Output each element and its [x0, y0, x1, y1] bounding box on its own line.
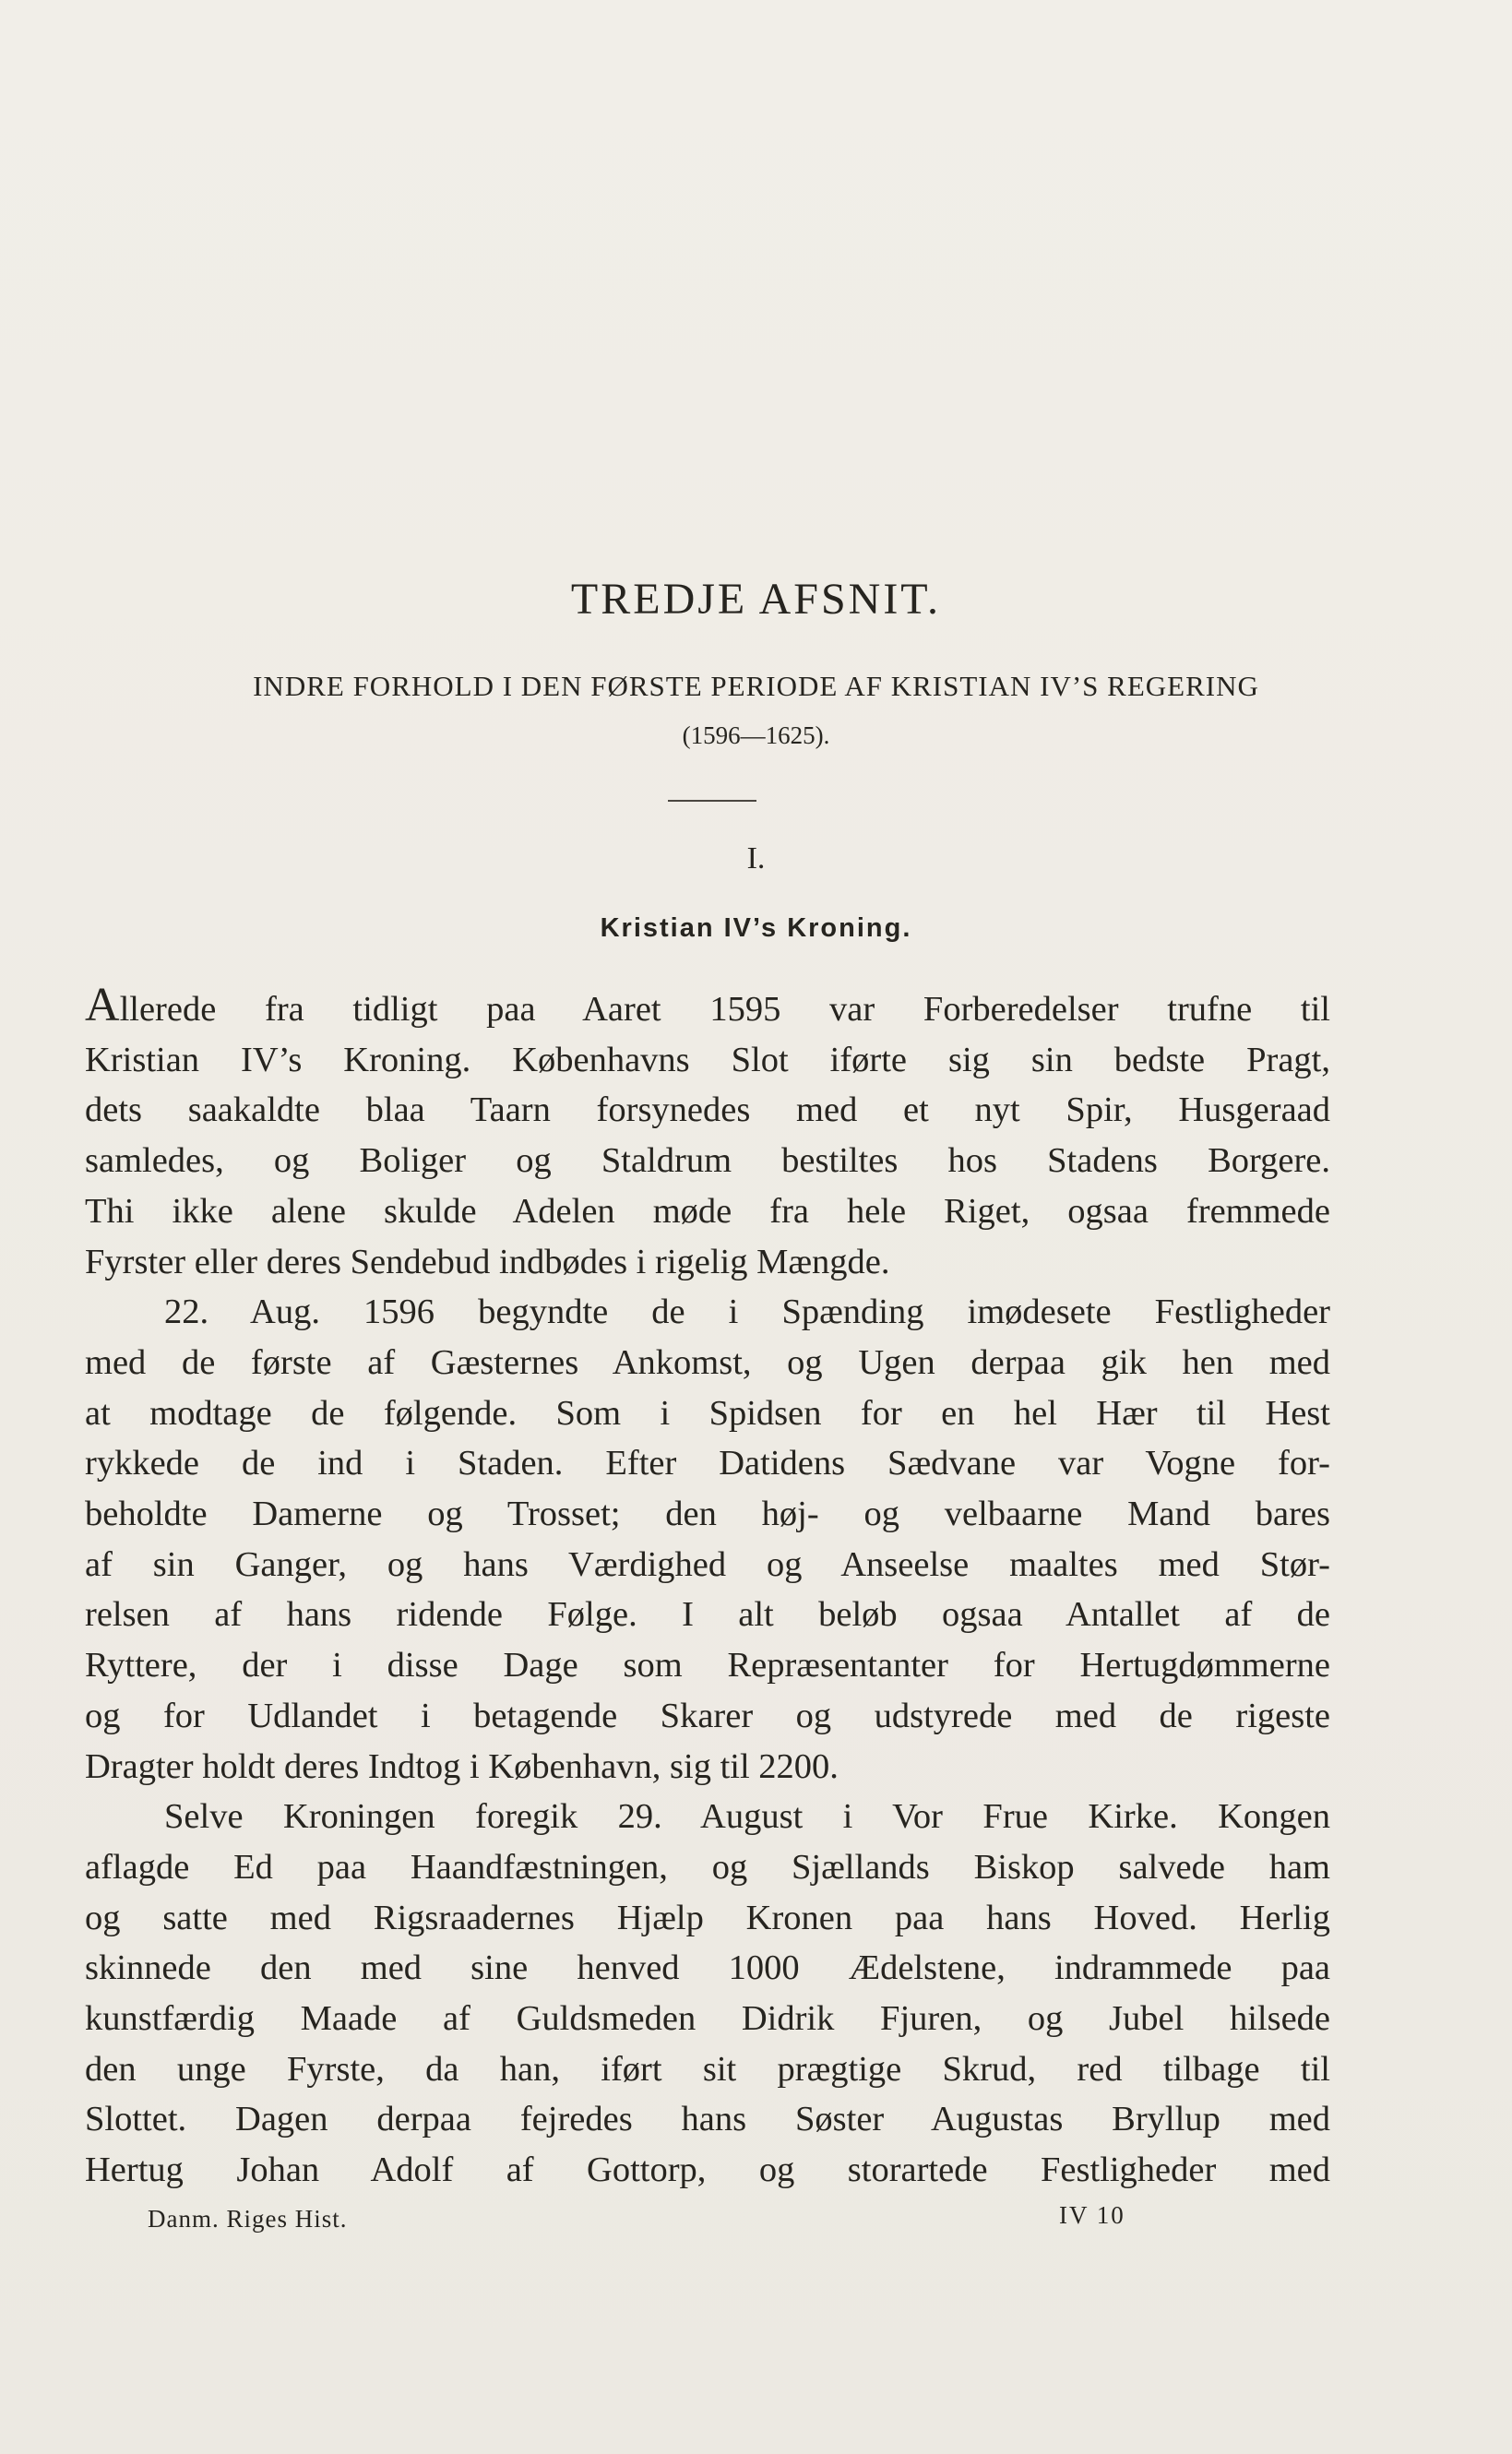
- body-line: Selve Kroningen foregik 29. August i Vor Frue Kirke. Kongen: [164, 1797, 1330, 1837]
- body-line: dets saakaldte blaa Taarn forsynedes med et nyt Spir, Husgeraad: [85, 1090, 1330, 1130]
- body-line: den unge Fyrste, da han, iført sit prægtige Skrud, red tilbage til: [85, 2049, 1330, 2089]
- drop-cap: A: [85, 979, 120, 1031]
- footer-sheet-number: IV 10: [1059, 2201, 1125, 2229]
- body-line: beholdte Damerne og Trosset; den høj- og velbaarne Mand bares: [85, 1495, 1330, 1534]
- footer-book-signature: Danm. Riges Hist.: [148, 2205, 348, 2233]
- section-title: TREDJE AFSNIT.: [570, 575, 942, 624]
- body-line: Thi ikke alene skulde Adelen møde fra hele Riget, ogsaa fremmede: [85, 1191, 1330, 1231]
- line-text: llerede fra tidligt paa Aaret 1595 var Forberedelser trufne til: [119, 990, 1330, 1029]
- body-line: Kristian IV’s Kroning. Københavns Slot iførte sig sin bedste Pragt,: [85, 1040, 1330, 1079]
- body-line: Hertug Johan Adolf af Gottorp, og storartede Festligheder med: [85, 2150, 1330, 2190]
- body-line: skinnede den med sine henved 1000 Ædelstene, indrammede paa: [85, 1948, 1330, 1988]
- body-line: 22. Aug. 1596 begyndte de i Spænding imødesete Festligheder: [164, 1293, 1330, 1332]
- body-line: og satte med Rigsraadernes Hjælp Kronen paa hans Hoved. Herlig: [85, 1898, 1330, 1937]
- body-line: Fyrster eller deres Sendebud indbødes i rigelig Mængde.: [85, 1242, 890, 1281]
- body-line: relsen af hans ridende Følge. I alt beløb ogsaa Antallet af de: [85, 1595, 1330, 1635]
- body-line: samledes, og Boliger og Staldrum bestiltes hos Stadens Borgere.: [85, 1141, 1330, 1181]
- body-line: aflagde Ed paa Haandfæstningen, og Sjællands Biskop salvede ham: [85, 1847, 1330, 1887]
- body-line: med de første af Gæsternes Ankomst, og Ugen derpaa gik hen med: [85, 1342, 1330, 1382]
- body-line: Dragter holdt deres Indtog i København, sig til 2200.: [85, 1746, 839, 1786]
- body-line: Slottet. Dagen derpaa fejredes hans Søster Augustas Bryllup med: [85, 2100, 1330, 2139]
- section-divider: [668, 800, 756, 802]
- body-text: [85, 981, 1330, 2196]
- body-line: kunstfærdig Maade af Guldsmeden Didrik Fjuren, og Jubel hilsede: [85, 1999, 1330, 2039]
- body-line: og for Udlandet i betagende Skarer og udstyrede med de rigeste: [85, 1696, 1330, 1735]
- chapter-number: I.: [746, 841, 766, 876]
- body-line: rykkede de ind i Staden. Efter Datidens Sædvane var Vogne for-: [85, 1444, 1330, 1483]
- body-line: [85, 981, 1330, 1035]
- body-line: at modtage de følgende. Som i Spidsen for en hel Hær til Hest: [85, 1393, 1330, 1433]
- period-dates: (1596—1625).: [682, 721, 830, 749]
- chapter-heading: Kristian IV’s Kroning.: [600, 913, 912, 943]
- section-subtitle: INDRE FORHOLD I DEN FØRSTE PERIODE AF KRISTIAN IV’S REGERING: [253, 670, 1259, 702]
- body-line: Ryttere, der i disse Dage som Repræsentanter for Hertugdømmerne: [85, 1646, 1330, 1686]
- body-line: af sin Ganger, og hans Værdighed og Anseelse maaltes med Stør-: [85, 1544, 1330, 1584]
